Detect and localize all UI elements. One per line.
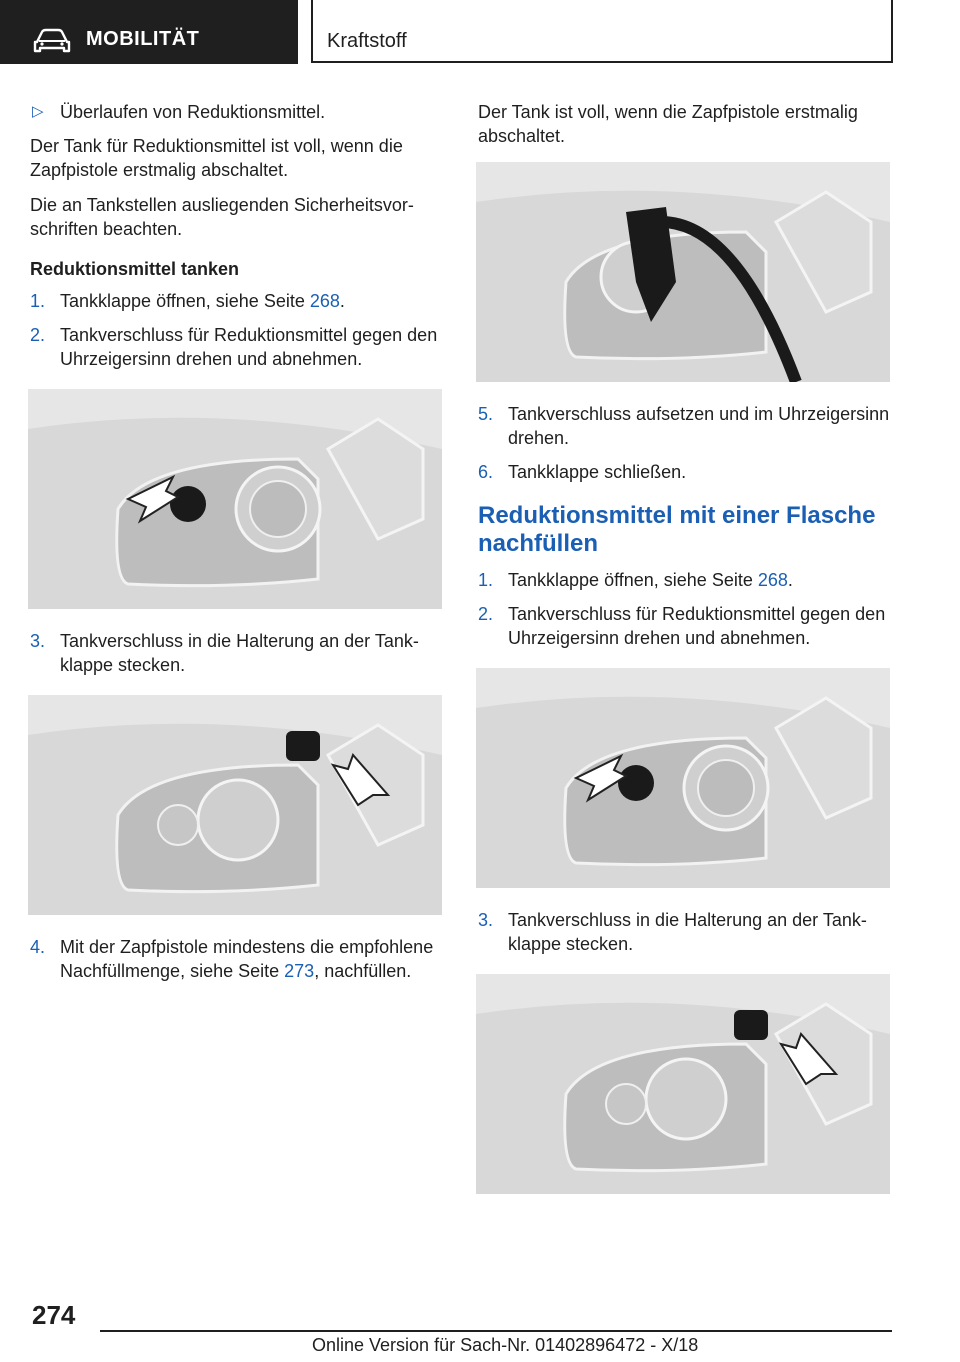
step-text: Tankklappe öffnen, siehe Seite	[508, 570, 758, 590]
section-heading: Reduktionsmittel mit einer Flasche nachfüllen	[478, 502, 876, 557]
step-number: 1.	[478, 570, 494, 590]
step-number: 4.	[30, 937, 46, 957]
step-text: Tankverschluss aufsetzen und im Uhrzeigersinn drehen.	[508, 404, 890, 448]
car-icon	[33, 28, 71, 54]
step-text: Tankklappe schließen.	[508, 462, 687, 482]
section-tab	[0, 0, 298, 64]
step-number: 2.	[30, 325, 46, 345]
page-link[interactable]: 268	[757, 570, 788, 590]
paragraph: Der Tank ist voll, wenn die Zapfpistole erstmalig abschaltet.	[478, 102, 858, 146]
step-item	[478, 402, 892, 450]
paragraph: Die an Tankstellen ausliegenden Sicherheitsvorschriften beachten.	[30, 195, 414, 239]
figure-nozzle	[476, 162, 890, 382]
page-number: 274	[32, 1300, 76, 1330]
step-text: Mit der Zapfpistole mindestens die empfohlene Nachfüllmenge, siehe Seite	[60, 937, 434, 981]
step-text: Tankklappe öffnen, siehe Seite	[60, 291, 310, 311]
step-text: Tankverschluss für Reduktionsmittel gegen den Uhrzeigersinn drehen und abnehmen.	[60, 325, 438, 369]
step-text-end: .	[787, 570, 793, 590]
left-column	[30, 100, 445, 993]
section-title: MOBILITÄT	[86, 28, 200, 50]
figure-cap-removal-2	[476, 668, 890, 888]
step-item	[30, 323, 445, 371]
step-number: 3.	[478, 910, 494, 930]
page-link[interactable]: 268	[309, 291, 340, 311]
step-item	[30, 935, 445, 983]
step-item	[478, 602, 892, 650]
step-number: 2.	[478, 604, 494, 624]
chapter-box	[311, 0, 893, 63]
bullet-text: Überlaufen von Reduktionsmittel.	[60, 102, 326, 122]
step-text-end: .	[339, 291, 345, 311]
chapter-title: Kraftstoff	[327, 30, 407, 52]
footer-divider	[100, 1330, 892, 1332]
step-number: 6.	[478, 462, 494, 482]
figure-cap-holder	[28, 695, 442, 915]
step-text-end: , nachfüllen.	[314, 961, 412, 981]
step-text: Tankverschluss in die Halterung an der Tankklappe stecken.	[508, 910, 867, 954]
step-text: Tankverschluss für Reduktionsmittel gegen den Uhrzeigersinn drehen und abnehmen.	[508, 604, 886, 648]
step-number: 5.	[478, 404, 494, 424]
triangle-bullet-icon: ▷	[32, 103, 44, 120]
step-item	[478, 460, 892, 484]
warning-bullet	[30, 100, 445, 124]
right-column	[478, 100, 892, 1214]
step-number: 1.	[30, 291, 46, 311]
step-item	[478, 568, 892, 592]
step-number: 3.	[30, 631, 46, 651]
figure-cap-removal	[28, 389, 442, 609]
footer-text: Online Version für Sach-Nr. 01402896472 - X/18	[312, 1335, 699, 1355]
figure-cap-holder-2	[476, 974, 890, 1194]
paragraph: Der Tank für Reduktionsmittel ist voll, wenn die Zapfpistole erstmalig abschaltet.	[30, 136, 403, 180]
step-item	[30, 289, 445, 313]
step-item	[478, 908, 892, 956]
step-item	[30, 629, 445, 677]
page-link[interactable]: 273	[284, 961, 315, 981]
step-text: Tankverschluss in die Halterung an der Tankklappe stecken.	[60, 631, 419, 675]
subheading: Reduktionsmittel tanken	[30, 259, 240, 279]
